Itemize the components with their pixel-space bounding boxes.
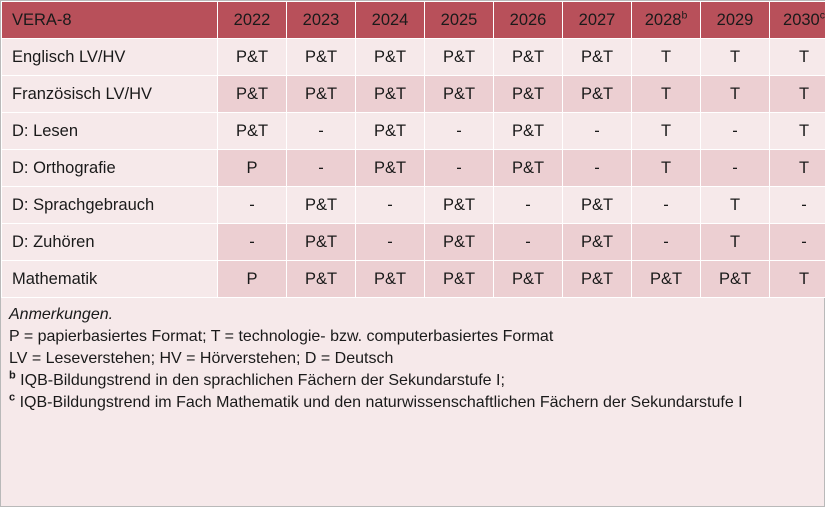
cell-d-orthografie-2026: P&T bbox=[494, 150, 563, 187]
cell-d-zuhoeren-2027: P&T bbox=[563, 224, 632, 261]
cell-englisch-2024: P&T bbox=[356, 39, 425, 76]
cell-d-sprachgebrauch-2030: - bbox=[770, 187, 825, 224]
footnote-text-c: IQB-Bildungstrend im Fach Mathematik und den naturwissenschaftlichen Fächern der Sekundarstufe I bbox=[15, 394, 743, 412]
header-col-2023: 2023 bbox=[287, 2, 356, 39]
cell-englisch-2023: P&T bbox=[287, 39, 356, 76]
row-label-d-zuhoeren: D: Zuhören bbox=[2, 224, 218, 261]
cell-d-orthografie-2030: T bbox=[770, 150, 825, 187]
row-label-englisch: Englisch LV/HV bbox=[2, 39, 218, 76]
table-row bbox=[2, 187, 825, 224]
notes-line-abbreviations: LV = Leseverstehen; HV = Hörverstehen; D = Deutsch bbox=[9, 350, 394, 368]
table-row bbox=[2, 39, 825, 76]
table-row bbox=[2, 150, 825, 187]
cell-d-zuhoeren-2022: - bbox=[218, 224, 287, 261]
cell-d-orthografie-2029: - bbox=[701, 150, 770, 187]
cell-d-sprachgebrauch-2026: - bbox=[494, 187, 563, 224]
cell-d-orthografie-2022: P bbox=[218, 150, 287, 187]
header-col-2026: 2026 bbox=[494, 2, 563, 39]
cell-d-orthografie-2028: T bbox=[632, 150, 701, 187]
cell-mathematik-2025: P&T bbox=[425, 261, 494, 298]
cell-englisch-2029: T bbox=[701, 39, 770, 76]
cell-d-lesen-2030: T bbox=[770, 113, 825, 150]
cell-franzoesisch-2029: T bbox=[701, 76, 770, 113]
cell-d-sprachgebrauch-2025: P&T bbox=[425, 187, 494, 224]
cell-d-zuhoeren-2030: - bbox=[770, 224, 825, 261]
cell-d-lesen-2024: P&T bbox=[356, 113, 425, 150]
cell-mathematik-2028: P&T bbox=[632, 261, 701, 298]
table-row bbox=[2, 261, 825, 298]
cell-mathematik-2024: P&T bbox=[356, 261, 425, 298]
cell-franzoesisch-2026: P&T bbox=[494, 76, 563, 113]
table-row bbox=[2, 76, 825, 113]
cell-d-zuhoeren-2023: P&T bbox=[287, 224, 356, 261]
footnote-text-b: IQB-Bildungstrend in den sprachlichen Fächern der Sekundarstufe I; bbox=[15, 372, 505, 390]
cell-franzoesisch-2024: P&T bbox=[356, 76, 425, 113]
cell-englisch-2027: P&T bbox=[563, 39, 632, 76]
cell-mathematik-2023: P&T bbox=[287, 261, 356, 298]
cell-d-lesen-2023: - bbox=[287, 113, 356, 150]
cell-d-zuhoeren-2024: - bbox=[356, 224, 425, 261]
cell-franzoesisch-2027: P&T bbox=[563, 76, 632, 113]
cell-franzoesisch-2030: T bbox=[770, 76, 825, 113]
cell-d-lesen-2028: T bbox=[632, 113, 701, 150]
notes-line-footnote-c bbox=[9, 392, 816, 414]
cell-d-lesen-2029: - bbox=[701, 113, 770, 150]
header-marker-2028: b bbox=[681, 9, 688, 21]
header-corner-label: VERA-8 bbox=[2, 2, 218, 39]
cell-d-zuhoeren-2028: - bbox=[632, 224, 701, 261]
footnote-marker-c: c bbox=[9, 391, 16, 404]
cell-d-sprachgebrauch-2029: T bbox=[701, 187, 770, 224]
footnote-marker-b: b bbox=[9, 369, 16, 382]
cell-franzoesisch-2028: T bbox=[632, 76, 701, 113]
row-label-franzoesisch: Französisch LV/HV bbox=[2, 76, 218, 113]
cell-englisch-2028: T bbox=[632, 39, 701, 76]
header-col-2028: 2028$^b$ bbox=[632, 2, 701, 39]
row-label-mathematik: Mathematik bbox=[2, 261, 218, 298]
cell-franzoesisch-2022: P&T bbox=[218, 76, 287, 113]
header-col-2029: 2029 bbox=[701, 2, 770, 39]
cell-mathematik-2027: P&T bbox=[563, 261, 632, 298]
cell-d-orthografie-2025: - bbox=[425, 150, 494, 187]
cell-d-sprachgebrauch-2023: P&T bbox=[287, 187, 356, 224]
header-col-2027: 2027 bbox=[563, 2, 632, 39]
cell-mathematik-2030: T bbox=[770, 261, 825, 298]
cell-d-zuhoeren-2026: - bbox=[494, 224, 563, 261]
cell-mathematik-2022: P bbox=[218, 261, 287, 298]
header-marker-2030: c bbox=[819, 9, 825, 21]
notes-heading: Anmerkungen. bbox=[9, 306, 114, 323]
notes-line-footnote-b bbox=[9, 370, 816, 392]
cell-d-orthografie-2027: - bbox=[563, 150, 632, 187]
cell-d-lesen-2022: P&T bbox=[218, 113, 287, 150]
header-row bbox=[2, 2, 825, 39]
notes-line-formats: P = papierbasiertes Format; T = technologie- bzw. computerbasiertes Format bbox=[9, 328, 554, 346]
cell-englisch-2026: P&T bbox=[494, 39, 563, 76]
cell-franzoesisch-2025: P&T bbox=[425, 76, 494, 113]
table-row bbox=[2, 224, 825, 261]
header-col-2025: 2025 bbox=[425, 2, 494, 39]
table-body bbox=[2, 39, 825, 298]
cell-englisch-2022: P&T bbox=[218, 39, 287, 76]
cell-d-sprachgebrauch-2027: P&T bbox=[563, 187, 632, 224]
row-label-d-lesen: D: Lesen bbox=[2, 113, 218, 150]
cell-d-zuhoeren-2025: P&T bbox=[425, 224, 494, 261]
table-row bbox=[2, 113, 825, 150]
cell-mathematik-2029: P&T bbox=[701, 261, 770, 298]
cell-d-lesen-2027: - bbox=[563, 113, 632, 150]
header-col-2022: 2022 bbox=[218, 2, 287, 39]
table-notes bbox=[1, 298, 824, 422]
table-header bbox=[2, 2, 825, 39]
row-label-d-sprachgebrauch: D: Sprachgebrauch bbox=[2, 187, 218, 224]
row-label-d-orthografie: D: Orthografie bbox=[2, 150, 218, 187]
cell-englisch-2025: P&T bbox=[425, 39, 494, 76]
cell-mathematik-2026: P&T bbox=[494, 261, 563, 298]
cell-d-orthografie-2023: - bbox=[287, 150, 356, 187]
cell-d-sprachgebrauch-2022: - bbox=[218, 187, 287, 224]
cell-d-lesen-2026: P&T bbox=[494, 113, 563, 150]
header-col-2024: 2024 bbox=[356, 2, 425, 39]
cell-franzoesisch-2023: P&T bbox=[287, 76, 356, 113]
header-col-2030: 2030$^c$ bbox=[770, 2, 825, 39]
vera8-schedule-table bbox=[1, 1, 825, 298]
cell-d-lesen-2025: - bbox=[425, 113, 494, 150]
cell-d-sprachgebrauch-2024: - bbox=[356, 187, 425, 224]
cell-d-zuhoeren-2029: T bbox=[701, 224, 770, 261]
cell-d-orthografie-2024: P&T bbox=[356, 150, 425, 187]
cell-englisch-2030: T bbox=[770, 39, 825, 76]
cell-d-sprachgebrauch-2028: - bbox=[632, 187, 701, 224]
